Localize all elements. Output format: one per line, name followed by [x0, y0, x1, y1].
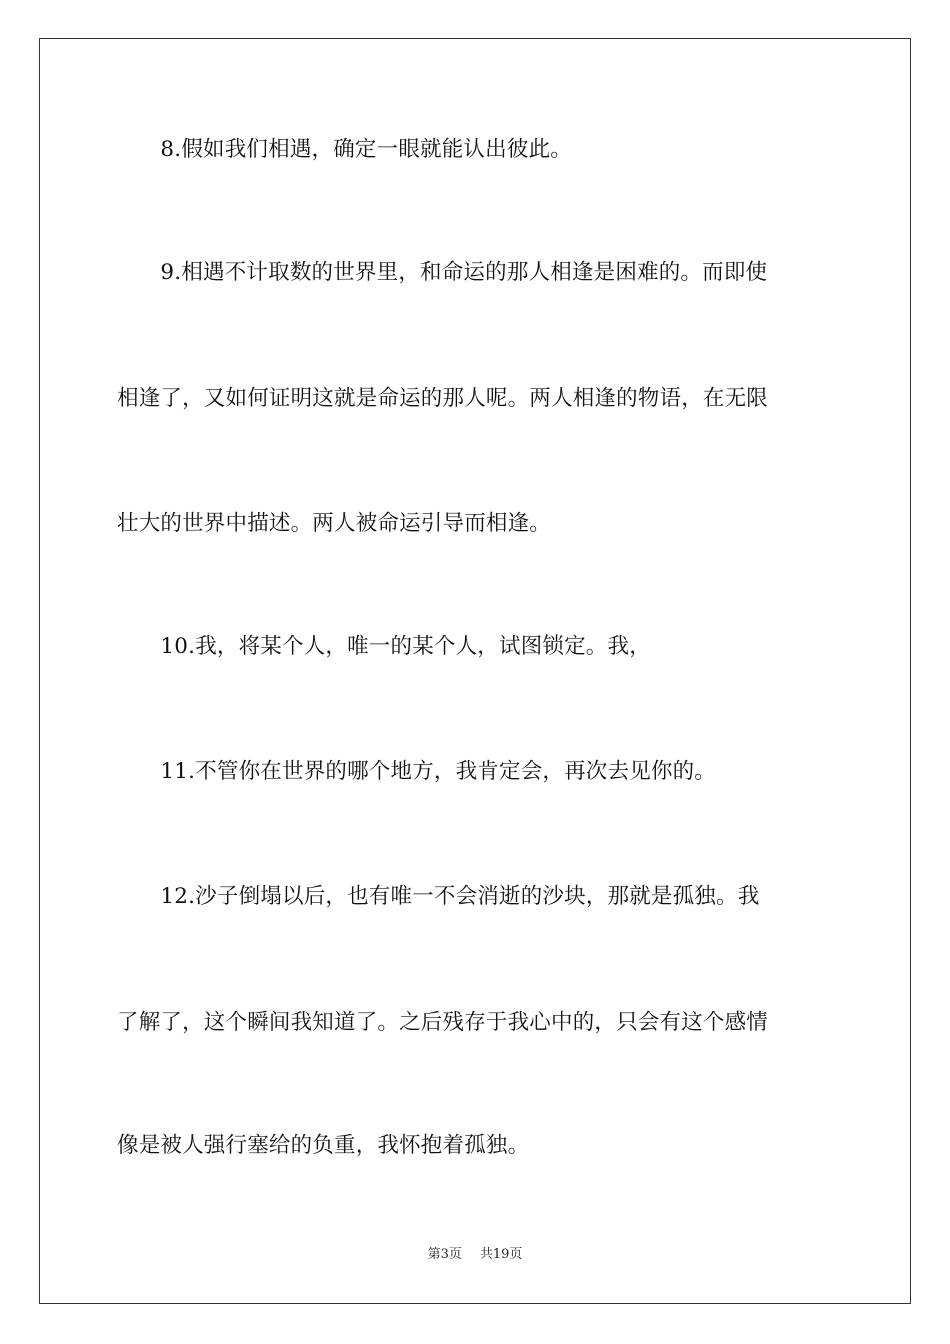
- total-pages-label: 共19页: [479, 1247, 523, 1262]
- text-line: 壮大的世界中描述。两人被命运引导而相逢。: [117, 511, 552, 536]
- text-line: 了解了，这个瞬间我知道了。之后残存于我心中的，只会有这个感情: [117, 1010, 769, 1035]
- text-line: 10.我，将某个人，唯一的某个人，试图锁定。我，: [117, 634, 651, 659]
- text-line: 9.相遇不计取数的世界里，和命运的那人相逢是困难的。而即使: [117, 260, 768, 285]
- text-line: 相逢了，又如何证明这就是命运的那人呢。两人相逢的物语，在无限: [117, 386, 769, 411]
- current-page-label: 第3页: [427, 1247, 462, 1262]
- page-border: [39, 38, 911, 1304]
- text-line: 8.假如我们相遇，确定一眼就能认出彼此。: [117, 137, 572, 162]
- page-footer: [0, 1246, 950, 1264]
- text-line: 像是被人强行塞给的负重，我怀抱着孤独。: [117, 1133, 530, 1158]
- text-line: 12.沙子倒塌以后，也有唯一不会消逝的沙块，那就是孤独。我: [117, 884, 760, 909]
- text-line: 11.不管你在世界的哪个地方，我肯定会，再次去见你的。: [117, 759, 716, 784]
